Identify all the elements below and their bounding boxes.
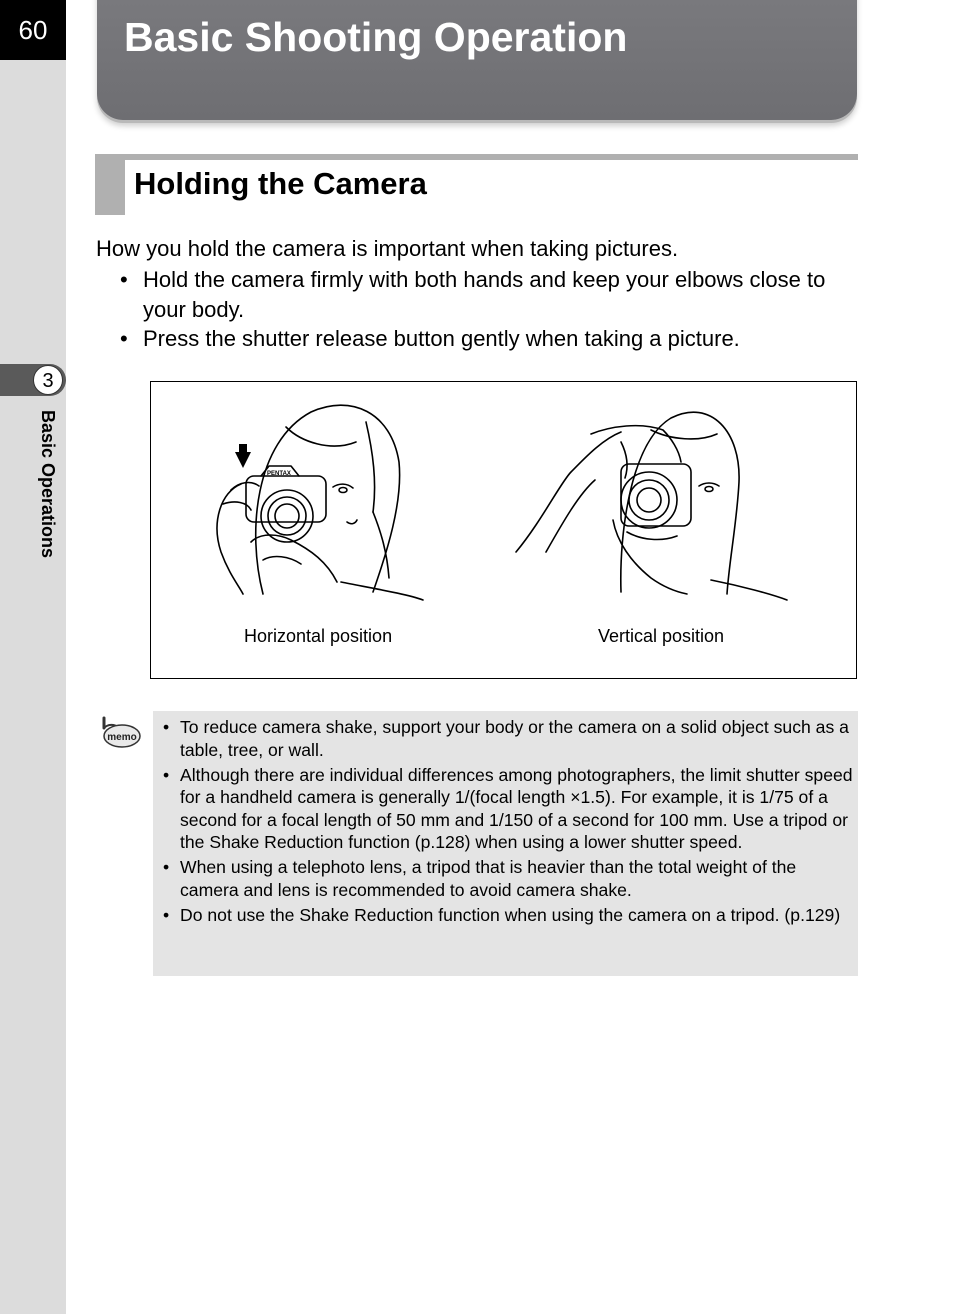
caption-vertical: Vertical position	[598, 626, 725, 646]
camera-brand: PENTAX	[267, 471, 291, 477]
caption-horizontal: Horizontal position	[244, 626, 393, 646]
vertical-position-illustration	[516, 412, 787, 600]
list-item	[163, 856, 853, 901]
section-title: Holding the Camera	[134, 166, 427, 201]
page-title: Basic Shooting Operation	[124, 14, 628, 60]
list-item	[163, 904, 853, 927]
chapter-label: Basic Operations	[38, 410, 58, 559]
bullet-dot: •	[163, 857, 170, 877]
memo-text: To reduce camera shake, support your body or the camera on a solid object such as a table, tree, or wall.	[180, 717, 849, 760]
horizontal-position-illustration	[217, 405, 423, 600]
page-number: 60	[0, 0, 66, 60]
section-marker	[95, 154, 125, 215]
bullet-dot: •	[163, 764, 170, 785]
memo-text: When using a telephoto lens, a tripod that is heavier than the total weight of the camera and lens is recommended to avoid camera shake.	[180, 857, 797, 900]
list-item	[163, 716, 853, 761]
bullet-list	[120, 265, 860, 354]
shutter-arrow	[235, 452, 251, 468]
bullet-text: Hold the camera firmly with both hands and keep your elbows close to your body.	[143, 267, 826, 322]
list-item	[120, 265, 860, 324]
memo-icon-label: memo	[107, 732, 137, 743]
bullet-dot: •	[120, 326, 128, 351]
side-margin-strip	[0, 0, 66, 1314]
memo-text: Do not use the Shake Reduction function when using the camera on a tripod. (p.129)	[180, 904, 841, 925]
chapter-number: 3	[33, 365, 63, 395]
bullet-dot: •	[120, 267, 128, 292]
memo-icon	[98, 714, 142, 752]
list-item	[120, 324, 860, 354]
bullet-text: Press the shutter release button gently when taking a picture.	[143, 326, 740, 351]
memo-list	[163, 716, 853, 929]
memo-text: Although there are individual differences among photographers, the limit shutter speed for a handheld camera is generally 1/(focal length ×1.5). For example, it is 1/75 of a second for a focal length of 50 mm and 1/150 of a second for 100 mm. Use a tripod or the Shake Reduction function (p.128) when using a lower shutter speed.	[180, 764, 853, 852]
intro-text: How you hold the camera is important when taking pictures.	[96, 236, 679, 261]
section-rule	[95, 154, 858, 160]
camera-holding-figure	[150, 381, 857, 679]
bullet-dot: •	[163, 717, 170, 737]
bullet-dot: •	[163, 904, 170, 925]
list-item	[163, 764, 853, 854]
